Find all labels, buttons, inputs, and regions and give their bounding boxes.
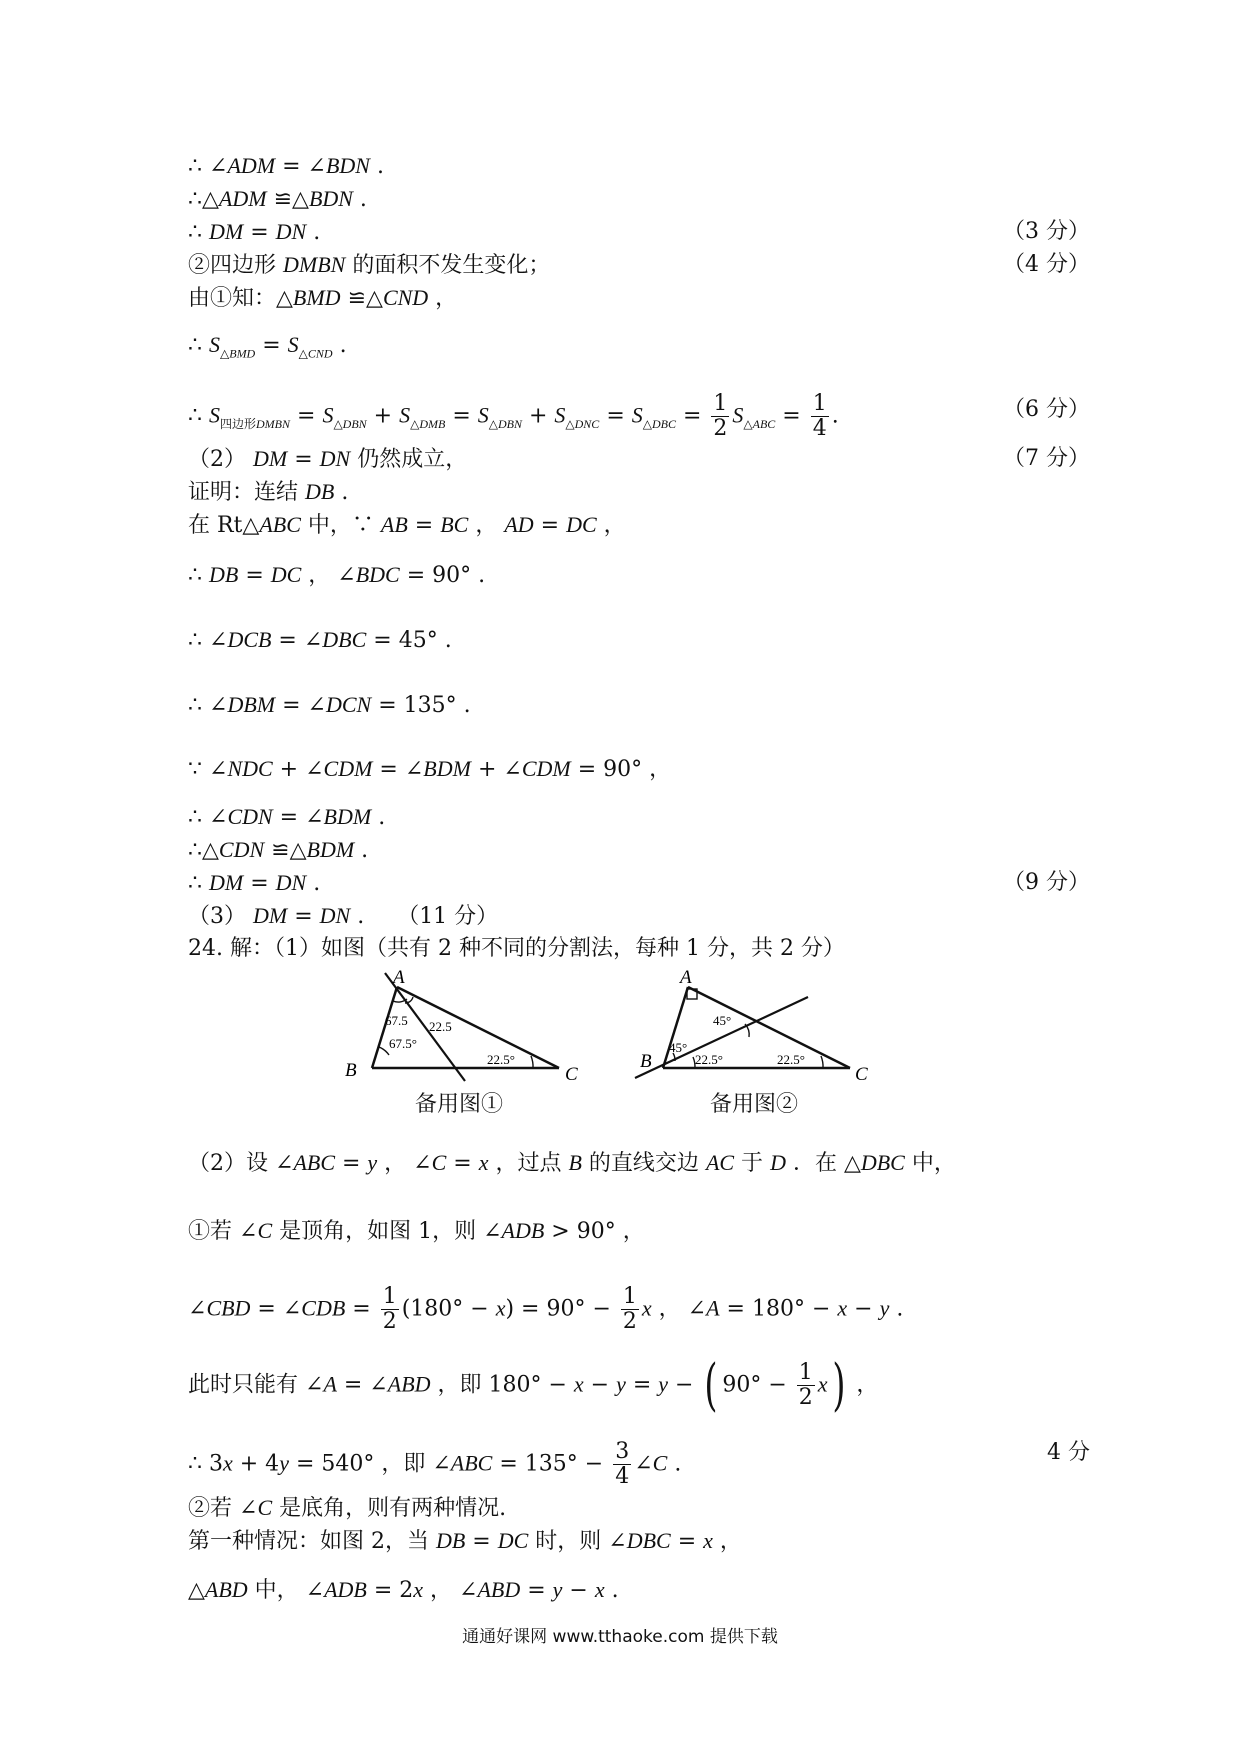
proof-line: ∴ DM = DN . [188, 870, 321, 896]
proof-line: ∴ ∠ADM = ∠BDN . [188, 153, 384, 179]
fraction: $\frac{1}{2}$ [622, 1284, 637, 1335]
figure-1-caption: 备用图① [415, 1092, 504, 1117]
proof-line: ∴ DM = DN . [188, 219, 321, 245]
proof-line: ∴ ∠DCB = ∠DBC = 45° . [188, 627, 452, 653]
proof-line: ∴ ∠CDN = ∠BDM . [188, 804, 386, 830]
proof-line-area: ∴ $S_{四边形DMBN} = S_{\triangle DBN} + S_{\triangle DMB} = S_{\triangle DBN} + S_{\triangle DNC} = S_{\triangle DBC}$ = $\frac{1}{2}$ $S_{\triangle ABC}$ = $\frac{1}{4}$ . [188, 391, 839, 442]
problem-24-heading: 24. 解：（1）如图（共有 2 种不同的分割法，每种 1 分，共 2 分） [188, 936, 845, 961]
score-label: 4 分 [1047, 1440, 1090, 1465]
proof-line: ∵ ∠NDC + ∠CDM = ∠BDM + ∠CDM = 90° ， [188, 756, 672, 782]
angle-label: 22.5° [487, 1052, 515, 1067]
proof-line: 在 Rt△ABC 中，∵ AB = BC ， AD = DC ， [188, 512, 626, 538]
angle-label: 45° [713, 1013, 732, 1028]
fraction: $\frac{1}{2}$ [798, 1360, 813, 1411]
vertex-label-B: B [640, 1051, 652, 1072]
score-label: （9 分） [1003, 870, 1090, 895]
figure-2-caption: 备用图② [710, 1092, 799, 1117]
vertex-label-B: B [345, 1060, 357, 1081]
figure-1-triangle [335, 965, 595, 1085]
proof-line: △ABD 中， ∠ADB = 2x ， ∠ABD = y − x . [188, 1577, 619, 1603]
vertex-label-A: A [680, 967, 692, 988]
page-footer: 通通好课网 www.tthaoke.com 提供下载 [462, 1627, 778, 1647]
fraction: $\frac{3}{4}$ [615, 1439, 630, 1490]
angle-label: 45° [669, 1040, 688, 1055]
proof-line: 由①知：△BMD ≌△CND ， [188, 285, 458, 311]
fraction: $\frac{1}{2}$ [382, 1284, 397, 1335]
proof-line: ∴ ∠DBM = ∠DCN = 135° . [188, 692, 471, 718]
proof-line: （2） DM = DN 仍然成立， [188, 446, 468, 472]
angle-label: 67.5° [389, 1036, 417, 1051]
proof-line: ∴ 3x + 4y = 540° ，即 ∠ABC = 135° − $\frac{3}{4}$ ∠C . [188, 1439, 682, 1490]
proof-line: （3） DM = DN . （11 分） [188, 903, 499, 929]
proof-line: （2）设 ∠ABC = y ， ∠C = x ，过点 B 的直线交边 AC 于 D ．在 △DBC 中， [188, 1150, 956, 1176]
score-label: （6 分） [1003, 397, 1090, 422]
proof-line: ②四边形 DMBN 的面积不发生变化； [188, 252, 551, 278]
vertex-label-A: A [393, 967, 405, 988]
score-label: （3 分） [1003, 219, 1090, 244]
proof-line: 第一种情况：如图 2，当 DB = DC 时，则 ∠DBC = x ， [188, 1528, 742, 1554]
fraction: $\frac{1}{2}$ [713, 391, 728, 442]
proof-line: ∴△ADM ≌△BDN . [188, 186, 367, 212]
angle-label: 22.5° [695, 1052, 723, 1067]
proof-line: ∴ DB = DC ， ∠BDC = 90° . [188, 562, 486, 588]
fraction: $\frac{1}{4}$ [812, 391, 827, 442]
proof-line: ∠CBD = ∠CDB = $\frac{1}{2}$ (180° − x) = 90° − $\frac{1}{2}$ x ， ∠A = 180° − x − y . [188, 1284, 904, 1335]
proof-line: 证明：连结 DB . [188, 479, 349, 505]
proof-line: 此时只能有 ∠A = ∠ABD ，即 180° − x − y = y − ( 90° − $\frac{1}{2}$ x) ， [188, 1352, 879, 1418]
angle-label: 22.5° [777, 1052, 805, 1067]
angle-label: 22.5 [429, 1019, 452, 1034]
score-label: （4 分） [1003, 252, 1090, 277]
score-label: （7 分） [1003, 446, 1090, 471]
proof-line: ∴△CDN ≌△BDM . [188, 837, 369, 863]
vertex-label-C: C [855, 1064, 868, 1085]
proof-line: ∴ $S_{\triangle BMD} = S_{\triangle CND}$ . [188, 332, 347, 361]
proof-line: ①若 ∠C 是顶角，如图 1，则 ∠ADB > 90° ， [188, 1218, 645, 1244]
angle-label: 67.5 [385, 1013, 408, 1028]
vertex-label-C: C [565, 1064, 578, 1085]
proof-line: ②若 ∠C 是底角，则有两种情况. [188, 1495, 507, 1521]
figure-2-triangle [625, 965, 885, 1085]
